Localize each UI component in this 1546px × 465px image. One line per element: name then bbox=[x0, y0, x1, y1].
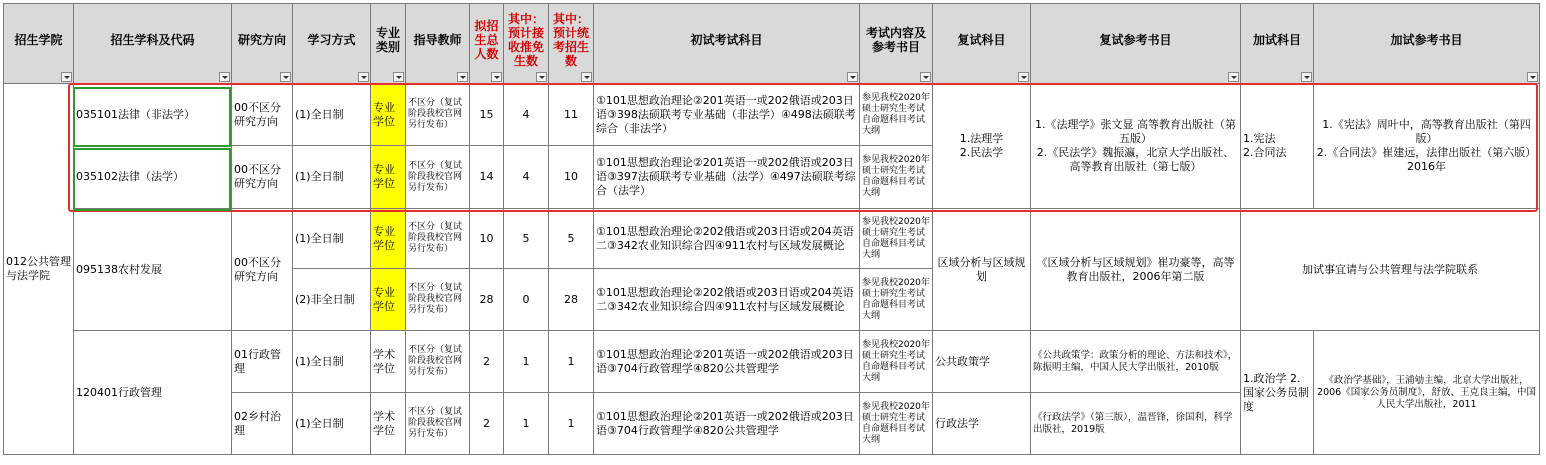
advisor-cell[interactable]: 不区分（复试阶段我校官网另行发布） bbox=[406, 146, 470, 209]
extra-subject: 1.宪法 bbox=[1243, 132, 1276, 145]
extra-books-cell[interactable]: 《政治学基础》，王浦劬主编，北京大学出版社，2006《国家公务员制度》，舒放、王克良主编，中国人民大学出版社，2011 bbox=[1314, 331, 1540, 455]
exam-ref-cell[interactable]: 参见我校2020年硕士研究生考试自命题科目考试大纲 bbox=[860, 84, 933, 146]
retest-book: 2.《民法学》魏振瀛，北京大学出版社、高等教育出版社（第七版） bbox=[1036, 146, 1235, 173]
exam-ref-cell[interactable]: 参见我校2020年硕士研究生考试自命题科目考试大纲 bbox=[860, 331, 933, 393]
major-cell[interactable]: 095138农村发展 bbox=[74, 209, 232, 331]
degree-cell[interactable]: 专业学位 bbox=[371, 146, 406, 209]
direction-cell[interactable]: 02乡村治理 bbox=[232, 393, 293, 455]
advisor-cell[interactable]: 不区分（复试阶段我校官网另行发布） bbox=[406, 209, 470, 269]
header-quota: 拟招生总人数 bbox=[470, 4, 504, 84]
filter-dropdown-icon[interactable] bbox=[61, 72, 72, 82]
header-exam-ref: 考试内容及参考书目 bbox=[860, 4, 933, 84]
unified-cell[interactable]: 28 bbox=[549, 269, 594, 331]
retest-subject: 1.法理学 bbox=[959, 132, 1004, 145]
quota-cell[interactable]: 10 bbox=[470, 209, 504, 269]
filter-dropdown-icon[interactable] bbox=[358, 72, 369, 82]
filter-dropdown-icon[interactable] bbox=[219, 72, 230, 82]
retest-book: 1.《法理学》张文显 高等教育出版社（第五版） bbox=[1035, 118, 1236, 145]
advisor-cell[interactable]: 不区分（复试阶段我校官网另行发布） bbox=[406, 269, 470, 331]
exam-cell[interactable]: ①101思想政治理论②201英语一或202俄语或203日语③704行政管理学④820公共管理学 bbox=[594, 331, 860, 393]
exam-cell[interactable]: ①101思想政治理论②202俄语或203日语或204英语二③342农业知识综合四④911农村与区域发展概论 bbox=[594, 269, 860, 331]
filter-dropdown-icon[interactable] bbox=[457, 72, 468, 82]
degree-cell[interactable]: 学术学位 bbox=[371, 393, 406, 455]
filter-dropdown-icon[interactable] bbox=[491, 72, 502, 82]
table-row bbox=[4, 209, 1540, 269]
admissions-table bbox=[3, 3, 1540, 455]
exempt-cell[interactable]: 4 bbox=[504, 146, 549, 209]
exempt-cell[interactable]: 5 bbox=[504, 209, 549, 269]
header-degree-type: 专业类别 bbox=[371, 4, 406, 84]
filter-dropdown-icon[interactable] bbox=[1301, 72, 1312, 82]
unified-cell[interactable]: 5 bbox=[549, 209, 594, 269]
header-unified: 其中：预计统考招生数 bbox=[549, 4, 594, 84]
mode-cell[interactable]: (1)全日制 bbox=[293, 146, 371, 209]
exam-ref-cell[interactable]: 参见我校2020年硕士研究生考试自命题科目考试大纲 bbox=[860, 146, 933, 209]
extra-note-cell[interactable]: 加试事宜请与公共管理与法学院联系 bbox=[1241, 209, 1540, 331]
exempt-cell[interactable]: 4 bbox=[504, 84, 549, 146]
filter-dropdown-icon[interactable] bbox=[393, 72, 404, 82]
major-cell[interactable]: 120401行政管理 bbox=[74, 331, 232, 455]
extra-cell[interactable]: 1.政治学 2.国家公务员制度 bbox=[1241, 331, 1314, 455]
extra-book: 2.《合同法》崔建远，法律出版社（第六版）2016年 bbox=[1316, 146, 1537, 173]
exempt-cell[interactable]: 1 bbox=[504, 331, 549, 393]
header-major: 招生学科及代码 bbox=[74, 4, 232, 84]
extra-books-cell[interactable] bbox=[1314, 84, 1540, 209]
degree-cell[interactable]: 专业学位 bbox=[371, 84, 406, 146]
header-advisor: 指导教师 bbox=[406, 4, 470, 84]
filter-dropdown-icon[interactable] bbox=[920, 72, 931, 82]
exam-cell[interactable]: ①101思想政治理论②202俄语或203日语或204英语二③342农业知识综合四④911农村与区域发展概论 bbox=[594, 209, 860, 269]
advisor-cell[interactable]: 不区分（复试阶段我校官网另行发布） bbox=[406, 331, 470, 393]
unified-cell[interactable]: 11 bbox=[549, 84, 594, 146]
table-row bbox=[4, 84, 1540, 146]
quota-cell[interactable]: 14 bbox=[470, 146, 504, 209]
header-direction: 研究方向 bbox=[232, 4, 293, 84]
quota-cell[interactable]: 28 bbox=[470, 269, 504, 331]
quota-cell[interactable]: 15 bbox=[470, 84, 504, 146]
unified-cell[interactable]: 1 bbox=[549, 331, 594, 393]
retest-cell[interactable] bbox=[933, 84, 1031, 209]
filter-dropdown-icon[interactable] bbox=[1527, 72, 1538, 82]
direction-cell[interactable]: 01行政管理 bbox=[232, 331, 293, 393]
header-extra-books: 加试参考书目 bbox=[1314, 4, 1540, 84]
header-study-mode: 学习方式 bbox=[293, 4, 371, 84]
unified-cell[interactable]: 10 bbox=[549, 146, 594, 209]
header-row bbox=[4, 4, 1540, 84]
direction-cell[interactable]: 00不区分研究方向 bbox=[232, 146, 293, 209]
header-initial-exam: 初试考试科目 bbox=[594, 4, 860, 84]
header-exempt: 其中：预计接收推免生数 bbox=[504, 4, 549, 84]
extra-cell[interactable] bbox=[1241, 84, 1314, 209]
quota-cell[interactable]: 2 bbox=[470, 331, 504, 393]
advisor-cell[interactable]: 不区分（复试阶段我校官网另行发布） bbox=[406, 393, 470, 455]
retest-cell[interactable]: 行政法学 bbox=[933, 393, 1031, 455]
degree-cell[interactable]: 学术学位 bbox=[371, 331, 406, 393]
mode-cell[interactable]: (1)全日制 bbox=[293, 84, 371, 146]
exam-cell[interactable]: ①101思想政治理论②201英语一或202俄语或203日语③397法硕联考专业基础（法学）④497法硕联考综合（法学） bbox=[594, 146, 860, 209]
advisor-cell[interactable]: 不区分（复试阶段我校官网另行发布） bbox=[406, 84, 470, 146]
exempt-cell[interactable]: 1 bbox=[504, 393, 549, 455]
major-cell[interactable]: 035101法律（非法学） bbox=[74, 84, 232, 146]
filter-dropdown-icon[interactable] bbox=[536, 72, 547, 82]
header-retest-books: 复试参考书目 bbox=[1031, 4, 1241, 84]
header-retest: 复试科目 bbox=[933, 4, 1031, 84]
degree-cell[interactable]: 专业学位 bbox=[371, 269, 406, 331]
major-cell[interactable]: 035102法律（法学） bbox=[74, 146, 232, 209]
header-extra: 加试科目 bbox=[1241, 4, 1314, 84]
filter-dropdown-icon[interactable] bbox=[1228, 72, 1239, 82]
exam-cell[interactable]: ①101思想政治理论②201英语一或202俄语或203日语③704行政管理学④820公共管理学 bbox=[594, 393, 860, 455]
retest-books-cell[interactable]: 《行政法学》（第三版），温晋锋，徐国利，科学出版社，2019版 bbox=[1031, 393, 1241, 455]
retest-books-cell[interactable] bbox=[1031, 84, 1241, 209]
quota-cell[interactable]: 2 bbox=[470, 393, 504, 455]
retest-cell[interactable]: 公共政策学 bbox=[933, 331, 1031, 393]
degree-cell[interactable]: 专业学位 bbox=[371, 209, 406, 269]
extra-book: 1.《宪法》周叶中，高等教育出版社（第四版） bbox=[1322, 118, 1531, 145]
exam-ref-cell[interactable]: 参见我校2020年硕士研究生考试自命题科目考试大纲 bbox=[860, 393, 933, 455]
exam-ref-cell[interactable]: 参见我校2020年硕士研究生考试自命题科目考试大纲 bbox=[860, 269, 933, 331]
extra-subject: 2.合同法 bbox=[1243, 146, 1287, 159]
retest-books-cell[interactable]: 《区域分析与区域规划》崔功豪等，高等教育出版社，2006年第二版 bbox=[1031, 209, 1241, 331]
direction-cell[interactable]: 00不区分研究方向 bbox=[232, 84, 293, 146]
exam-ref-cell[interactable]: 参见我校2020年硕士研究生考试自命题科目考试大纲 bbox=[860, 209, 933, 269]
mode-cell[interactable]: (1)全日制 bbox=[293, 331, 371, 393]
retest-cell[interactable]: 区域分析与区域规划 bbox=[933, 209, 1031, 331]
college-cell[interactable]: 012公共管理与法学院 bbox=[4, 84, 74, 455]
exam-cell[interactable]: ①101思想政治理论②201英语一或202俄语或203日语③398法硕联考专业基础（非法学）④498法硕联考综合（非法学） bbox=[594, 84, 860, 146]
filter-dropdown-icon[interactable] bbox=[1018, 72, 1029, 82]
retest-books-cell[interactable]: 《公共政策学：政策分析的理论、方法和技术》，陈振明主编，中国人民大学出版社，2010版 bbox=[1031, 331, 1241, 393]
retest-subject: 2.民法学 bbox=[959, 146, 1004, 159]
exempt-cell[interactable]: 0 bbox=[504, 269, 549, 331]
filter-dropdown-icon[interactable] bbox=[280, 72, 291, 82]
filter-dropdown-icon[interactable] bbox=[847, 72, 858, 82]
header-college: 招生学院 bbox=[4, 4, 74, 84]
table-row bbox=[4, 331, 1540, 393]
mode-cell[interactable]: (1)全日制 bbox=[293, 209, 371, 269]
mode-cell[interactable]: (1)全日制 bbox=[293, 393, 371, 455]
direction-cell[interactable]: 00不区分研究方向 bbox=[232, 209, 293, 331]
unified-cell[interactable]: 1 bbox=[549, 393, 594, 455]
filter-dropdown-icon[interactable] bbox=[581, 72, 592, 82]
mode-cell[interactable]: (2)非全日制 bbox=[293, 269, 371, 331]
